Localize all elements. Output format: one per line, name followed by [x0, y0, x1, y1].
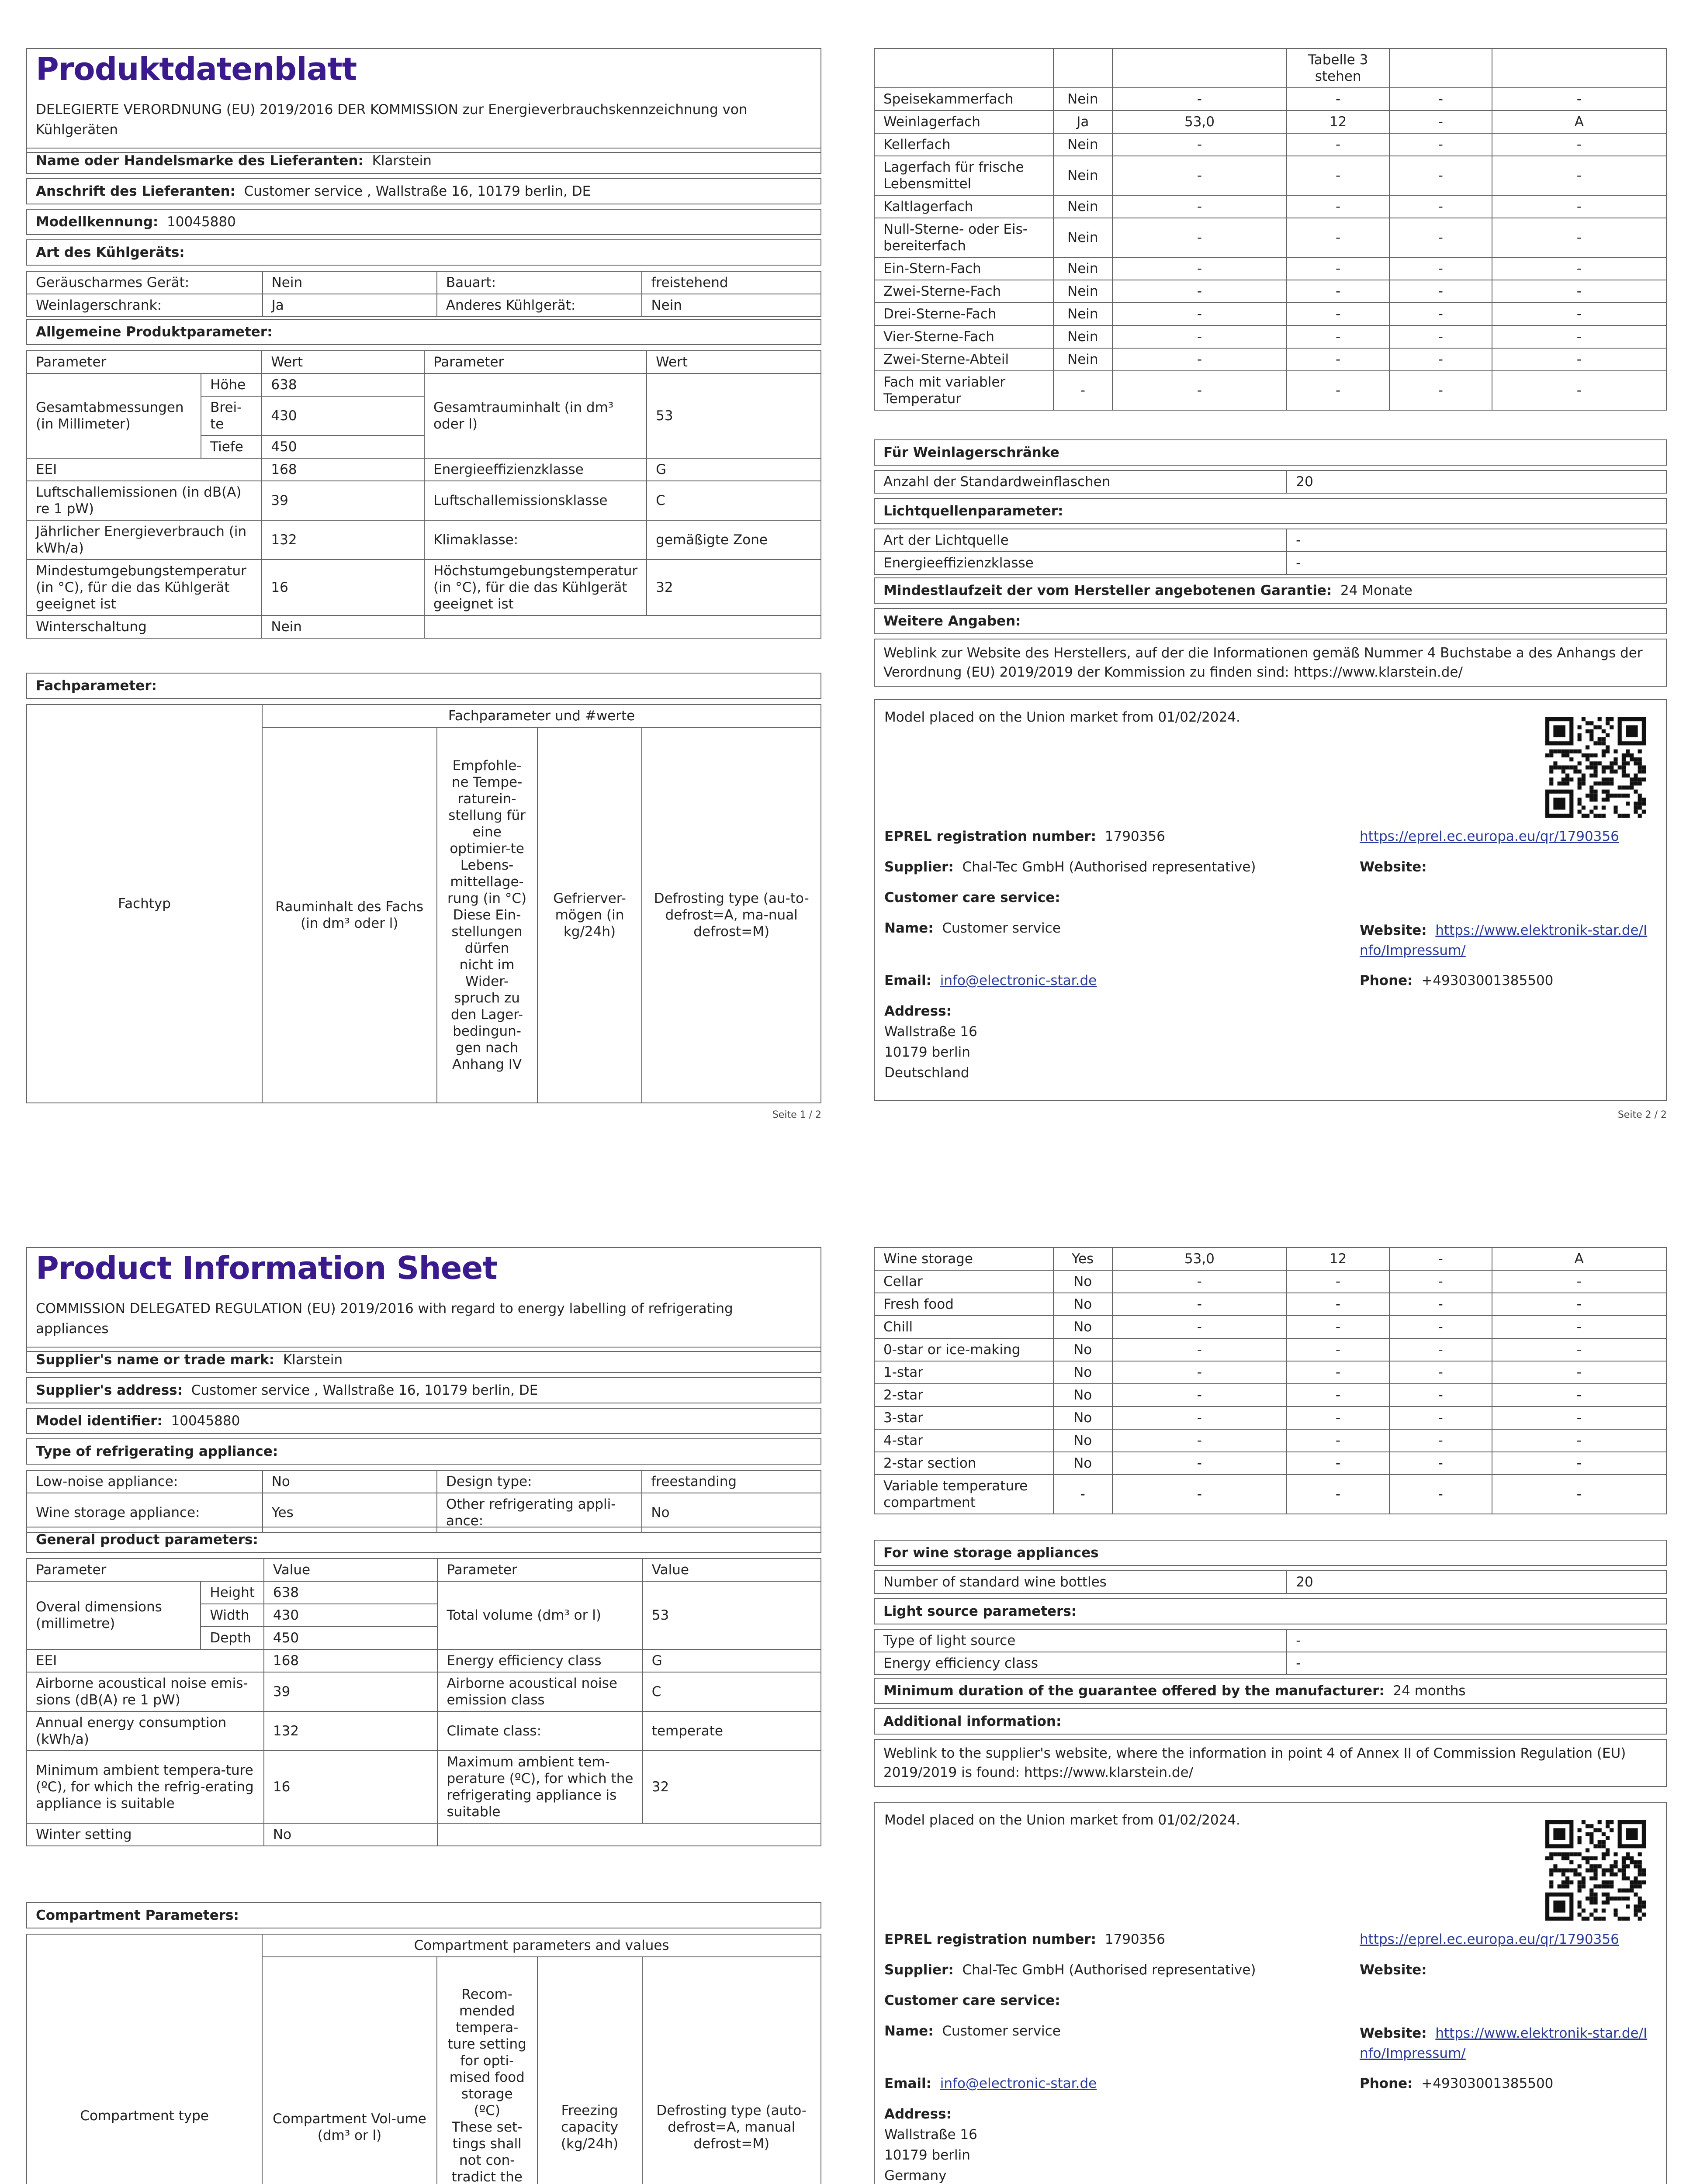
comp-value-cell: 12	[1287, 1248, 1389, 1270]
comp-value-cell: -	[1492, 348, 1666, 371]
comp-value-cell: -	[1112, 1270, 1287, 1293]
width-label: Brei-te	[201, 396, 262, 435]
comp-volume-header: Rauminhalt des Fachs (in dm³ oder l)	[262, 727, 437, 1103]
comp-value-cell: -	[1389, 1452, 1492, 1475]
table-row	[874, 195, 1666, 218]
comp-value-cell: -	[1389, 1316, 1492, 1338]
comp-value-cell: A	[1492, 1248, 1666, 1270]
light-table: Type of light source - Energy efficiency class -	[874, 1629, 1667, 1675]
table-row	[874, 1248, 1666, 1270]
qr-code[interactable]	[1545, 1820, 1646, 1921]
table-row	[874, 303, 1666, 325]
comp-value-cell: Nein	[1053, 325, 1112, 348]
comp-value-cell: -	[1492, 195, 1666, 218]
page-title: Product Information Sheet	[36, 1250, 497, 1286]
type-table: Low-noise appliance: No Design type: freestanding Wine storage appliance: Yes Other refrigerating appli-ance: No	[26, 1470, 821, 1533]
comp-value-cell: -	[1287, 218, 1389, 257]
comp-value-cell: -	[1112, 1452, 1287, 1475]
type-heading: Art des Kühlgeräts:	[26, 239, 821, 266]
comp-type-header: Fachtyp	[27, 705, 262, 1103]
type-heading: Type of refrigerating appliance:	[26, 1438, 821, 1465]
comp-value-cell: -	[1389, 133, 1492, 156]
value-header: Wert	[262, 351, 424, 373]
comp-value-cell: -	[1112, 156, 1287, 195]
comp-value-cell: -	[1389, 88, 1492, 111]
wine-label: Weinlagerschrank:	[27, 294, 263, 317]
table-row	[874, 371, 1666, 410]
comp-temp-header: Empfohle-ne Tempe-raturein-stellung für eine optimier-te Lebens-mittellage-rung (in °C) Diese Ein-stellungen dürfen nicht im Wider-spruch zu den Lager-bedingun-gen nach Anhang IV	[437, 727, 537, 1103]
table-row	[874, 1293, 1666, 1316]
guarantee-row: Minimum duration of the guarantee offered by the manufacturer: 24 months	[874, 1678, 1667, 1704]
en-page-2	[874, 1247, 1667, 2184]
en-page-1	[26, 1247, 821, 2184]
type-table	[26, 271, 821, 317]
comp-value-cell: -	[1492, 371, 1666, 410]
comp-value-cell: -	[1492, 257, 1666, 280]
comp-type-cell: Cellar	[874, 1270, 1053, 1293]
qr-code-graphic	[1545, 717, 1646, 818]
comp-value-cell: Nein	[1053, 88, 1112, 111]
height-value: 638	[262, 373, 424, 396]
comp-value-cell: -	[1112, 1384, 1287, 1406]
comp-temp-continued: Tabelle 3 stehen	[1287, 48, 1389, 88]
page-number: Seite 2 / 2	[1617, 1109, 1667, 1120]
comp-value-cell: A	[1492, 111, 1666, 133]
low-noise-value: Nein	[263, 271, 437, 294]
further-heading: Weitere Angaben:	[874, 608, 1667, 634]
comp-value-cell: Nein	[1053, 156, 1112, 195]
noise-label: Luftschallemissionen (in dB(A) re 1 pW)	[27, 481, 262, 520]
address-block: Address: Wallstraße 16 10179 berlin Germany	[884, 2106, 977, 2184]
comp-heading: Fachparameter:	[26, 673, 821, 699]
depth-value: 450	[262, 435, 424, 458]
comp-value-cell: Nein	[1053, 303, 1112, 325]
reg-row: EPREL registration number: 1790356	[884, 829, 1165, 844]
comp-value-cell: -	[1112, 1406, 1287, 1429]
comp-value-cell: No	[1053, 1338, 1112, 1361]
climate-value: gemäßigte Zone	[647, 520, 821, 560]
comp-value-cell: -	[1287, 1338, 1389, 1361]
comp-value-cell: -	[1492, 1429, 1666, 1452]
light-table	[874, 529, 1667, 575]
comp-value-cell: -	[1492, 1384, 1666, 1406]
comp-type-cell: 2-star	[874, 1384, 1053, 1406]
table-row	[874, 1452, 1666, 1475]
comp-type-cell: Kellerfach	[874, 133, 1053, 156]
param-header-2: Parameter	[424, 351, 647, 373]
weblink-row: Weblink zur Website des Herstellers, auf der die Informationen gemäß Nummer 4 Buchstabe a des Anhangs der Verordnung (EU) 2019/2019 der Kommission zu finden sind: https://www.klarstein.de/	[874, 639, 1667, 687]
comp-type-cell: Speisekammerfach	[874, 88, 1053, 111]
climate-label: Klimaklasse:	[424, 520, 647, 560]
comp-value-cell: -	[1112, 348, 1287, 371]
comp-rows	[874, 88, 1666, 410]
comp-value-cell: -	[1389, 1384, 1492, 1406]
comp-value-cell: No	[1053, 1270, 1112, 1293]
comp-value-cell: No	[1053, 1452, 1112, 1475]
table-row	[874, 1429, 1666, 1452]
table-row	[874, 1338, 1666, 1361]
regulation-text: COMMISSION DELEGATED REGULATION (EU) 2019/2016 with regard to energy labelling of refrigerating appliances	[36, 1301, 733, 1337]
comp-value-cell: -	[1112, 1361, 1287, 1384]
comp-type-cell: 1-star	[874, 1361, 1053, 1384]
comp-type-cell: Weinlagerfach	[874, 111, 1053, 133]
comp-value-cell: -	[1112, 303, 1287, 325]
further-heading: Additional information:	[874, 1708, 1667, 1735]
comp-value-cell: -	[1389, 1361, 1492, 1384]
comp-value-cell: -	[1492, 88, 1666, 111]
wine-value: Ja	[263, 294, 437, 317]
address-block: Address: Wallstraße 16 10179 berlin Deutschland	[884, 1003, 977, 1081]
address-row: Supplier's address: Customer service , Wallstraße 16, 10179 berlin, DE	[26, 1377, 821, 1403]
lightclass-label: Energieeffizienzklasse	[874, 552, 1287, 574]
address-value: Customer service , Wallstraße 16, 10179 berlin, DE	[244, 183, 591, 199]
comp-value-cell: -	[1287, 88, 1389, 111]
comp-value-cell: Yes	[1053, 1248, 1112, 1270]
value-header-2: Wert	[647, 351, 821, 373]
supplier-row	[26, 148, 821, 174]
comp-value-cell: -	[1112, 1429, 1287, 1452]
comp-value-cell: -	[1112, 88, 1287, 111]
design-value: freistehend	[642, 271, 821, 294]
comp-value-cell: No	[1053, 1406, 1112, 1429]
maxamb-value: 32	[647, 560, 821, 615]
minamb-value: 16	[262, 560, 424, 615]
eprel-link[interactable]: https://eprel.ec.europa.eu/qr/1790356	[1360, 1932, 1619, 1947]
comp-value-cell: -	[1492, 1293, 1666, 1316]
placed-text: Model placed on the Union market from 01/02/2024.	[884, 709, 1240, 725]
bottles-value: 20	[1287, 470, 1666, 493]
noiseclass-value: C	[647, 481, 821, 520]
comp-value-cell: -	[1389, 1429, 1492, 1452]
comp-value-cell: -	[1492, 133, 1666, 156]
page-title: Produktdatenblatt	[36, 51, 357, 87]
comp-type-cell: 4-star	[874, 1429, 1053, 1452]
comp-value-cell: 53,0	[1112, 111, 1287, 133]
comp-value-cell: Nein	[1053, 280, 1112, 303]
table-row	[874, 1475, 1666, 1514]
comp-value-cell: -	[1389, 156, 1492, 195]
lightclass-value: -	[1287, 552, 1666, 574]
minamb-label: Mindestumgebungstemperatur (in °C), für die das Kühlgerät geeignet ist	[27, 560, 262, 615]
comp-value-cell: -	[1492, 1316, 1666, 1338]
comp-type-cell: Wine storage	[874, 1248, 1053, 1270]
comp-value-cell: -	[1287, 156, 1389, 195]
comp-value-cell: -	[1389, 325, 1492, 348]
comp-value-cell: -	[1112, 1293, 1287, 1316]
de-page-1	[26, 48, 821, 1120]
winter-label: Winterschaltung	[27, 615, 262, 638]
maxamb-label: Höchstumgebungstemperatur (in °C), für die das Kühlgerät geeignet ist	[424, 560, 647, 615]
table-row	[874, 1361, 1666, 1384]
eclass-label: Energieeffizienzklasse	[424, 458, 647, 481]
email-row: Email: info@electronic-star.de	[884, 973, 1097, 988]
other-label: Anderes Kühlgerät:	[437, 294, 642, 317]
other-value: Nein	[642, 294, 821, 317]
comp-value-cell: -	[1112, 325, 1287, 348]
eprel-supplier-row: Supplier: Chal-Tec GmbH (Authorised representative)	[884, 859, 1256, 875]
comp-value-cell: -	[1287, 280, 1389, 303]
comp-value-cell: Nein	[1053, 257, 1112, 280]
design-label: Bauart:	[437, 271, 642, 294]
comp-value-cell: -	[1389, 218, 1492, 257]
name-row: Name: Customer service	[884, 920, 1061, 936]
comp-value-cell: -	[1389, 195, 1492, 218]
eprel-box	[874, 699, 1667, 1101]
comp-type-cell: Variable temperature compartment	[874, 1475, 1053, 1514]
comp-rows	[874, 1248, 1666, 1514]
email-link[interactable]: info@electronic-star.de	[940, 973, 1097, 988]
comp-value-cell: -	[1287, 195, 1389, 218]
comp-freeze-header: Gefrierver-mögen (in kg/24h)	[537, 727, 642, 1103]
comp-value-cell: -	[1389, 280, 1492, 303]
comp-value-cell: -	[1053, 371, 1112, 410]
eei-label: EEI	[27, 458, 262, 481]
lighttype-value: -	[1287, 529, 1666, 552]
qr-code-graphic	[1545, 1820, 1646, 1921]
comp-value-cell: -	[1112, 218, 1287, 257]
light-heading: Lichtquellenparameter:	[874, 498, 1667, 524]
comp-type-cell: Fresh food	[874, 1293, 1053, 1316]
comp-value-cell: 53,0	[1112, 1248, 1287, 1270]
comp-value-cell: -	[1287, 371, 1389, 410]
comp-value-cell: Nein	[1053, 133, 1112, 156]
wine-heading: Für Weinlagerschränke	[874, 439, 1667, 466]
table-row	[874, 280, 1666, 303]
volume-value: 53	[647, 373, 821, 458]
comp-value-cell: -	[1492, 1406, 1666, 1429]
comp-type-cell: Zwei-Sterne-Fach	[874, 280, 1053, 303]
comp-defrost-header: Defrosting type (au-to-defrost=A, ma-nual defrost=M)	[642, 727, 821, 1103]
page-number: Seite 1 / 2	[772, 1109, 821, 1120]
comp-type-cell: 3-star	[874, 1406, 1053, 1429]
comp-value-cell: -	[1287, 133, 1389, 156]
supplier-label: Name oder Handelsmarke des Lieferanten:	[36, 153, 364, 169]
table-row	[874, 348, 1666, 371]
low-noise-label: Geräuscharmes Gerät:	[27, 271, 263, 294]
email-link[interactable]: info@electronic-star.de	[940, 2076, 1097, 2091]
width-value: 430	[262, 396, 424, 435]
supplier-row: Supplier's name or trade mark: Klarstein	[26, 1347, 821, 1373]
height-label: Höhe	[201, 373, 262, 396]
table-row	[874, 1406, 1666, 1429]
noise-value: 39	[262, 481, 424, 520]
winter-value: Nein	[262, 615, 424, 638]
table-row	[874, 156, 1666, 195]
comp-type-cell: Drei-Sterne-Fach	[874, 303, 1053, 325]
comp-value-cell: -	[1287, 1475, 1389, 1514]
comp-type-cell: 2-star section	[874, 1452, 1053, 1475]
comp-value-cell: -	[1112, 280, 1287, 303]
address-label: Anschrift des Lieferanten:	[36, 183, 235, 199]
bottles-table	[874, 470, 1667, 494]
website2-row: Website: https://www.elektronik-star.de/I nfo/Impressum/	[1360, 923, 1648, 958]
model-value: 10045880	[167, 214, 236, 230]
comp-value-cell: No	[1053, 1293, 1112, 1316]
model-row	[26, 209, 821, 235]
comp-value-cell: -	[1389, 1270, 1492, 1293]
volume-label: Gesamtrauminhalt (in dm³ oder l)	[424, 373, 647, 458]
care-label: Customer care service:	[884, 890, 1060, 905]
comp-type-cell: Vier-Sterne-Fach	[874, 325, 1053, 348]
comp-value-cell: -	[1287, 303, 1389, 325]
comp-type-cell: Null-Sterne- oder Eis-bereiterfach	[874, 218, 1053, 257]
address-row	[26, 178, 821, 204]
comp-value-cell: -	[1389, 1338, 1492, 1361]
table-row	[874, 325, 1666, 348]
comp-value-cell: -	[1112, 1338, 1287, 1361]
table-row	[874, 1316, 1666, 1338]
comp-value-cell: -	[1287, 1429, 1389, 1452]
comp-value-cell: -	[1287, 1406, 1389, 1429]
bottles-table: Number of standard wine bottles 20	[874, 1570, 1667, 1594]
general-table: Parameter Value Parameter Value Overal dimensions (millimetre) Height 638 Total volume (dm³ or l) 53 Width 430 Depth 450 EEI 168 Energy efficiency class G Airborne acoustical noise emis-sions (dB(A) re 1 pW) 39 Airborne acoustical noise emission class C Annual energy consumption (kWh/a) 132 Climate class: temperate Minimum ambient tempera-ture (ºC), for which the refrig-erating appliance is suitable 16 Maximum ambient tem-perature (ºC), for which the refrigerating appliance is suitable 32 Winter setting No	[26, 1558, 821, 1846]
comp-value-cell: -	[1112, 133, 1287, 156]
guarantee-row: Mindestlaufzeit der vom Hersteller angebotenen Garantie: 24 Monate	[874, 577, 1667, 604]
comp-value-cell: -	[1287, 325, 1389, 348]
comp-value-cell: 12	[1287, 111, 1389, 133]
comp-value-cell: Nein	[1053, 195, 1112, 218]
table-row	[874, 88, 1666, 111]
comp-heading: Compartment Parameters:	[26, 1902, 821, 1928]
phone-row: Phone: +49303001385500	[1360, 973, 1554, 988]
comp-value-cell: -	[1492, 1452, 1666, 1475]
comp-type-cell: Fach mit variabler Temperatur	[874, 371, 1053, 410]
lighttype-label: Art der Lichtquelle	[874, 529, 1287, 552]
table-row	[874, 111, 1666, 133]
qr-code[interactable]	[1545, 717, 1646, 818]
comp-value-cell: -	[1287, 1293, 1389, 1316]
param-header: Parameter	[27, 351, 262, 373]
annual-value: 132	[262, 520, 424, 560]
website-label: Website:	[1360, 859, 1427, 875]
comp-value-cell: -	[1492, 1270, 1666, 1293]
comp-value-cell: -	[1492, 325, 1666, 348]
comp-value-cell: -	[1112, 1475, 1287, 1514]
regulation-text: DELEGIERTE VERORDNUNG (EU) 2019/2016 DER KOMMISSION zur Energieverbrauchskennzeichnung von Kühlgeräten	[36, 102, 748, 138]
comp-value-cell: Nein	[1053, 218, 1112, 257]
de-page-2	[874, 48, 1667, 1120]
comp-value-cell: -	[1492, 280, 1666, 303]
general-heading: Allgemeine Produktparameter:	[26, 319, 821, 345]
comp-value-cell: -	[1389, 257, 1492, 280]
comp-value-cell: No	[1053, 1429, 1112, 1452]
comp-value-cell: -	[1287, 1316, 1389, 1338]
comp-value-cell: Nein	[1053, 348, 1112, 371]
comp-type-cell: Kaltlagerfach	[874, 195, 1053, 218]
comp-value-cell: No	[1053, 1361, 1112, 1384]
comp-value-cell: -	[1112, 195, 1287, 218]
comp-header-table	[26, 704, 821, 1103]
website2-link[interactable]: https://www.elektronik-star.de/I	[1435, 2025, 1648, 2041]
noiseclass-label: Luftschallemissionsklasse	[424, 481, 647, 520]
table-row	[874, 133, 1666, 156]
comp-type-cell: Zwei-Sterne-Abteil	[874, 348, 1053, 371]
depth-label: Tiefe	[201, 435, 262, 458]
comp-value-cell: -	[1287, 1384, 1389, 1406]
supplier-value: Klarstein	[372, 153, 432, 169]
comp-value-cell: No	[1053, 1316, 1112, 1338]
comp-value-cell: -	[1492, 218, 1666, 257]
general-table	[26, 350, 821, 639]
model-row: Model identifier: 10045880	[26, 1408, 821, 1434]
comp-value-cell: -	[1492, 1338, 1666, 1361]
comp-value-cell: -	[1389, 348, 1492, 371]
comp-value-cell: -	[1112, 257, 1287, 280]
comp-value-cell: -	[1492, 1475, 1666, 1514]
comp-value-cell: -	[1389, 371, 1492, 410]
comp-value-cell: -	[1389, 1248, 1492, 1270]
comp-value-cell: -	[1389, 1475, 1492, 1514]
eei-value: 168	[262, 458, 424, 481]
comp-value-cell: -	[1492, 1361, 1666, 1384]
comp-value-cell: -	[1287, 1452, 1389, 1475]
comp-params-header: Fachparameter und #werte	[262, 705, 821, 727]
eclass-value: G	[647, 458, 821, 481]
de-comp-table	[874, 48, 1667, 411]
comp-value-cell: -	[1112, 371, 1287, 410]
model-label: Modellkennung:	[36, 214, 159, 230]
comp-value-cell: -	[1492, 156, 1666, 195]
dims-label: Gesamtabmessungen (in Millimeter)	[27, 373, 201, 458]
comp-value-cell: No	[1053, 1384, 1112, 1406]
comp-value-cell: -	[1389, 1406, 1492, 1429]
eprel-box: Model placed on the Union market from 01/02/2024. EPREL registration number: 1790356 https://eprel.ec.europa.eu/qr/1790356 Supplier: Chal-Tec GmbH (Authorised representative) Website: Customer care service: Name: Customer service Website: https://www.elektronik-star.de/I nfo/Impressum/ Email: info@electronic-star.de Phone: +49303001385500 Address: Wallstraße 16 10179 berlin Germany	[874, 1802, 1667, 2184]
table-row	[874, 218, 1666, 257]
comp-value-cell: -	[1389, 1293, 1492, 1316]
light-heading: Light source parameters:	[874, 1598, 1667, 1624]
comp-value-cell: -	[1287, 1270, 1389, 1293]
comp-type-cell: Chill	[874, 1316, 1053, 1338]
general-heading: General product parameters:	[26, 1527, 821, 1553]
table-row	[874, 1270, 1666, 1293]
weblink-row: Weblink to the supplier's website, where the information in point 4 of Annex II of Commission Regulation (EU) 2019/2019 is found: https://www.klarstein.de/	[874, 1739, 1667, 1787]
comp-value-cell: Ja	[1053, 111, 1112, 133]
comp-value-cell: -	[1112, 1316, 1287, 1338]
bottles-label: Anzahl der Standardweinflaschen	[874, 470, 1287, 493]
comp-value-cell: -	[1287, 348, 1389, 371]
comp-type-cell: Lagerfach für frische Lebensmittel	[874, 156, 1053, 195]
website2-link[interactable]: https://www.elektronik-star.de/I	[1435, 923, 1648, 938]
comp-type-cell: 0-star or ice-making	[874, 1338, 1053, 1361]
comp-header-table: Compartment type Compartment parameters and values Compartment Vol-ume (dm³ or l) Recom-mended tempera-ture setting for opti-mised food storage (ºC) These set-tings shall not con-tradict the Freezing capacity (kg/24h) Defrosting type (auto-defrost=A, manual defrost=M)	[26, 1934, 821, 2184]
comp-value-cell: -	[1389, 303, 1492, 325]
comp-value-cell: -	[1492, 303, 1666, 325]
comp-value-cell: -	[1053, 1475, 1112, 1514]
table-row	[874, 257, 1666, 280]
wine-heading: For wine storage appliances	[874, 1540, 1667, 1566]
table-row	[874, 1384, 1666, 1406]
annual-label: Jährlicher Energieverbrauch (in kWh/a)	[27, 520, 262, 560]
en-comp-table	[874, 1247, 1667, 1514]
comp-value-cell: -	[1389, 111, 1492, 133]
comp-value-cell: -	[1287, 257, 1389, 280]
eprel-link[interactable]: https://eprel.ec.europa.eu/qr/1790356	[1360, 829, 1619, 844]
comp-type-cell: Ein-Stern-Fach	[874, 257, 1053, 280]
comp-value-cell: -	[1287, 1361, 1389, 1384]
